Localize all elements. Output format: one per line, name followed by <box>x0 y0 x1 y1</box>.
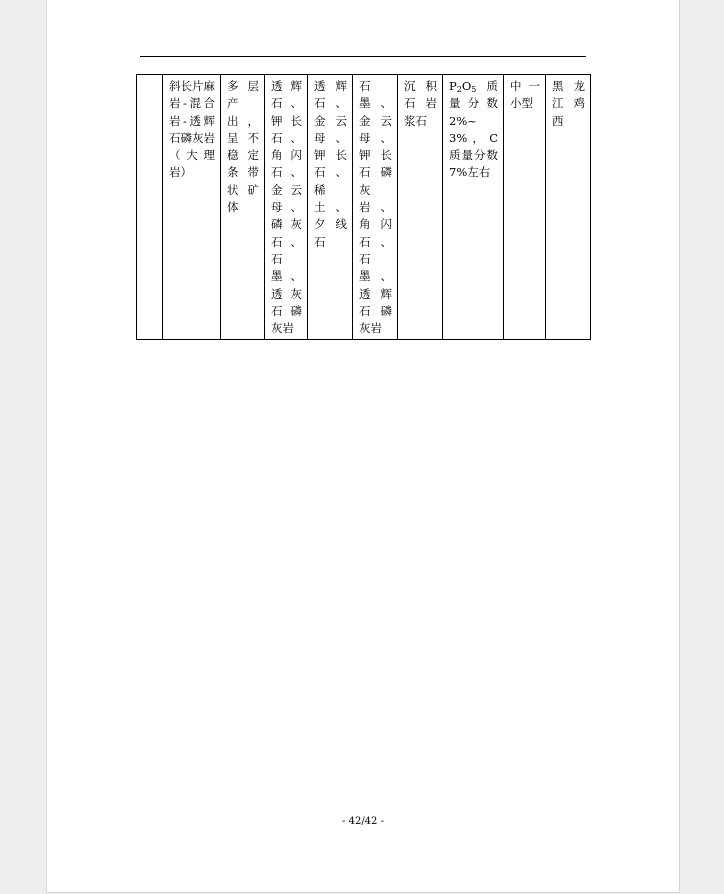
table-row <box>137 75 591 340</box>
grade-o-subscript: 5 <box>471 85 477 94</box>
document-page <box>46 0 680 893</box>
cell-location: 黑龙江鸡西 <box>546 75 591 340</box>
cell-host-rock: 斜长片麻岩-混合岩-透辉石磷灰岩（大理岩） <box>163 75 221 340</box>
cell-grade <box>443 75 504 340</box>
cell-rock-assemblage: 石墨、金云母、钾长石磷灰岩、角闪石、石墨、透辉石磷灰岩 <box>353 75 398 340</box>
page-number: - 42/42 - <box>342 816 384 827</box>
grade-text: 质量分数 2%~3%，C 质量分数 7%左右 <box>449 79 498 180</box>
cell-genesis: 沉积石岩浆石 <box>398 75 443 340</box>
cell-associated-minerals: 透辉石、金云母、钾长石、稀土、夕线石 <box>308 75 353 340</box>
cell-index <box>137 75 163 340</box>
mineral-deposit-table <box>136 74 591 340</box>
grade-p-subscript: 2 <box>456 85 462 94</box>
cell-scale: 中一小型 <box>504 75 546 340</box>
grade-o: O <box>461 79 472 93</box>
cell-occurrence: 多层产出，呈不稳定条带状矿体 <box>221 75 265 340</box>
grade-p: P <box>449 79 457 93</box>
header-rule <box>140 56 586 57</box>
cell-ore-minerals: 透辉石、钾长石、角闪石、金云母、磷灰石、石墨、透灰石磷灰岩 <box>265 75 308 340</box>
